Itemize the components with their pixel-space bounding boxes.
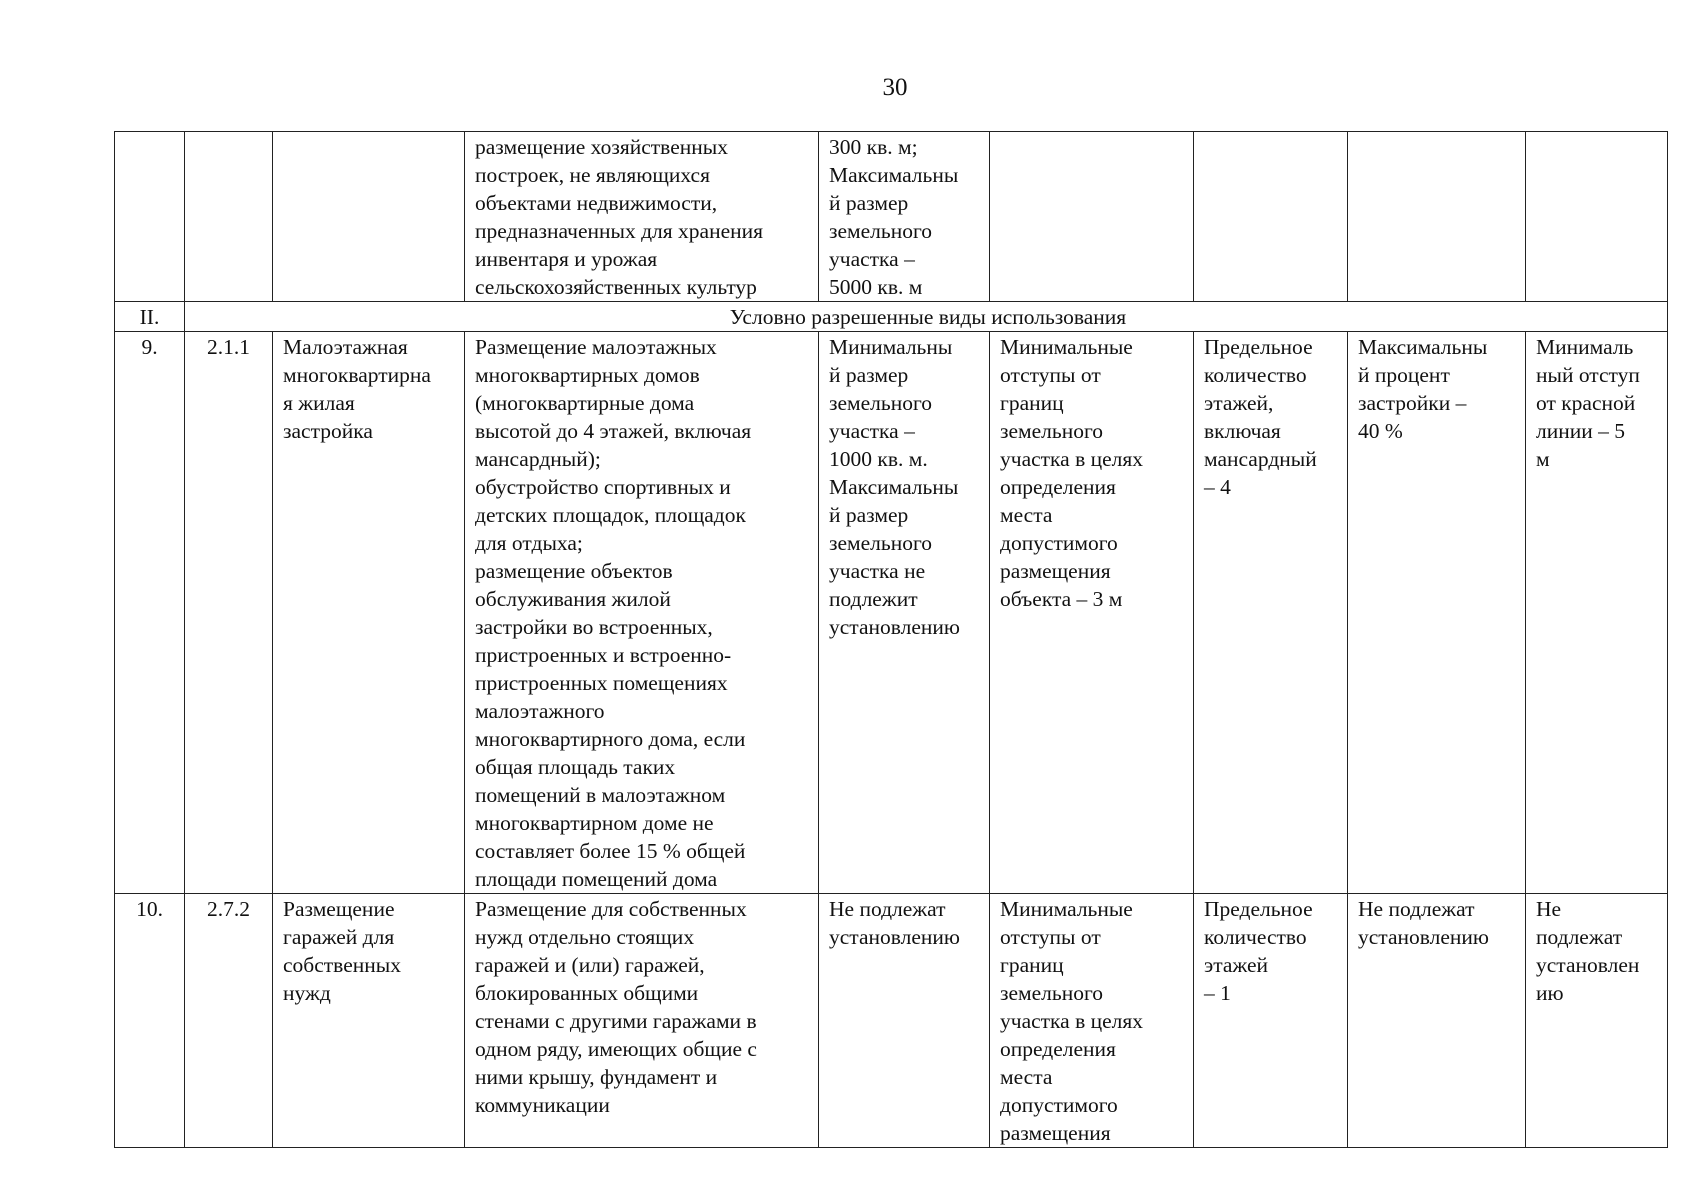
red-line-setback-cell: Не подлежат установлен ию [1526, 894, 1668, 1148]
floors-cell: Предельное количество этажей – 1 [1194, 894, 1348, 1148]
zoning-regulations-table [114, 131, 1668, 1148]
red-line-setback-cell: Минималь ный отступ от красной линии – 5 м [1526, 332, 1668, 894]
red-line-setback-cell [1526, 132, 1668, 302]
section-header-row [115, 302, 1668, 332]
floors-cell [1194, 132, 1348, 302]
page-number: 30 [882, 74, 908, 101]
floors-cell: Предельное количество этажей, включая мансардный – 4 [1194, 332, 1348, 894]
row-number-cell: 9. [115, 332, 185, 894]
land-use-name-cell [273, 132, 465, 302]
classifier-code-cell: 2.7.2 [185, 894, 273, 1148]
classifier-code-cell [185, 132, 273, 302]
land-use-description-cell: Размещение малоэтажных многоквартирных домов (многоквартирные дома высотой до 4 этажей, включая мансардный); обустройство спортивных и детских площадок, площадок для отдыха; размещение объектов обслуживания жилой застройки во встроенных, пристроенных и встроенно- пристроенных помещениях малоэтажного многоквартирного дома, если общая площадь таких помещений в малоэтажном многоквартирном доме не составляет более 15 % общей площади помещений дома [465, 332, 819, 894]
coverage-cell: Максимальны й процент застройки – 40 % [1348, 332, 1526, 894]
setbacks-cell: Минимальные отступы от границ земельного участка в целях определения места допустимого размещения объекта – 3 м [990, 332, 1194, 894]
coverage-cell [1348, 132, 1526, 302]
plot-size-cell: 300 кв. м; Максимальны й размер земельного участка – 5000 кв. м [819, 132, 990, 302]
section-title-cell: Условно разрешенные виды использования [185, 302, 1668, 332]
land-use-name-cell: Размещение гаражей для собственных нужд [273, 894, 465, 1148]
row-number-cell [115, 132, 185, 302]
row-number-cell: 10. [115, 894, 185, 1148]
setbacks-cell [990, 132, 1194, 302]
table-row [115, 132, 1668, 302]
land-use-description-cell: размещение хозяйственных построек, не являющихся объектами недвижимости, предназначенных для хранения инвентаря и урожая сельскохозяйственных культур [465, 132, 819, 302]
plot-size-cell: Не подлежат установлению [819, 894, 990, 1148]
classifier-code-cell: 2.1.1 [185, 332, 273, 894]
section-number-cell: II. [115, 302, 185, 332]
setbacks-cell: Минимальные отступы от границ земельного участка в целях определения места допустимого размещения [990, 894, 1194, 1148]
table-row [115, 894, 1668, 1148]
table-row [115, 332, 1668, 894]
land-use-name-cell: Малоэтажная многоквартирна я жилая застройка [273, 332, 465, 894]
coverage-cell: Не подлежат установлению [1348, 894, 1526, 1148]
plot-size-cell: Минимальны й размер земельного участка – 1000 кв. м. Максимальны й размер земельного участка не подлежит установлению [819, 332, 990, 894]
land-use-description-cell: Размещение для собственных нужд отдельно стоящих гаражей и (или) гаражей, блокированных общими стенами с другими гаражами в одном ряду, имеющих общие с ними крышу, фундамент и коммуникации [465, 894, 819, 1148]
